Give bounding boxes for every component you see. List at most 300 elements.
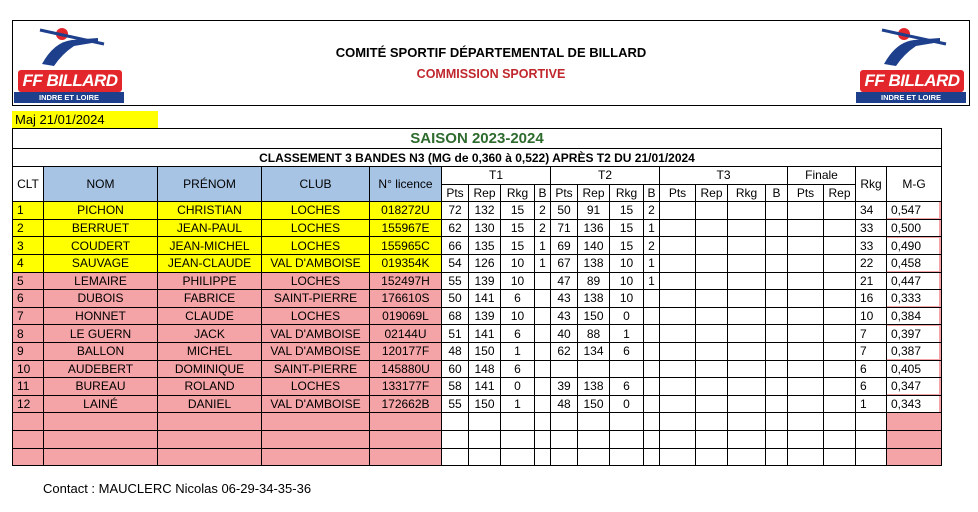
table-row [13,272,942,290]
cell-t1: 48 [442,342,469,360]
mg-value: 0,405 [887,361,939,377]
cell-t1: 135 [469,237,501,255]
col-finale: Finale [788,167,856,185]
cell-licence: 133177F [370,378,442,396]
cell-t1 [535,360,551,378]
cell-empty [728,290,766,308]
classement-title: CLASSEMENT 3 BANDES N3 (MG de 0,360 à 0,522) APRÈS T2 DU 21/01/2024 [13,149,942,167]
cell-empty [728,360,766,378]
cell-empty [158,413,262,431]
sub-rep: Rep [824,184,856,202]
sub-rkg: Rkg [610,184,644,202]
cell-empty [766,272,788,290]
cell-t1: 150 [469,342,501,360]
table-body [13,202,942,466]
cell-t1: 141 [469,378,501,396]
col-t2: T2 [551,167,660,185]
cell-empty [824,448,856,466]
cell-empty [766,237,788,255]
cell-t1: 141 [469,325,501,343]
cell-club: LOCHES [262,378,370,396]
cell-licence: 145880U [370,360,442,378]
cell-t2 [644,325,660,343]
cell-empty [728,413,766,431]
cell-empty [824,237,856,255]
cell-licence: 019354K [370,254,442,272]
cell-clt: 8 [13,325,44,343]
cell-t1: 15 [501,202,535,220]
mg-value: 0,333 [887,290,939,306]
cell-t2: 43 [551,307,578,325]
cell-empty [766,254,788,272]
cell-nom: SAUVAGE [44,254,158,272]
cell-empty [728,378,766,396]
cell-licence: 018272U [370,202,442,220]
cell-club: LOCHES [262,307,370,325]
cell-t2: 88 [578,325,610,343]
logo-band: INDRE ET LOIRE [14,92,124,103]
cell-t2: 15 [610,202,644,220]
cell-mg [887,272,942,290]
cell-empty [766,448,788,466]
cell-mg [887,342,942,360]
cell-licence: 176610S [370,290,442,308]
cell-rkg: 16 [856,290,887,308]
cell-t1: 1 [535,254,551,272]
cell-t2: 138 [578,290,610,308]
empty-row [13,448,942,466]
sub-b: B [766,184,788,202]
mg-value: 0,343 [887,396,939,412]
cell-mg [887,290,942,308]
cell-empty [824,430,856,448]
billiard-player-icon [874,24,948,70]
cell-t2 [644,307,660,325]
cell-empty [696,307,728,325]
col-licence: N° licence [370,167,442,202]
cell-club: SAINT-PIERRE [262,290,370,308]
cell-mg [887,202,942,220]
col-mg: M-G [887,167,942,202]
cell-t2: 43 [551,290,578,308]
cell-empty [766,202,788,220]
logo-badge: FF BILLARD [860,70,964,92]
table-row [13,307,942,325]
cell-t2: 6 [610,378,644,396]
cell-rkg: 34 [856,202,887,220]
page-title: COMITÉ SPORTIF DÉPARTEMENTAL DE BILLARD [335,45,647,60]
cell-empty [696,290,728,308]
cell-t2: 71 [551,219,578,237]
cell-t1: 68 [442,307,469,325]
cell-t1 [535,378,551,396]
cell-mg [887,325,942,343]
cell-t1: 132 [469,202,501,220]
cell-empty [158,430,262,448]
cell-empty [728,254,766,272]
sub-pts: Pts [788,184,824,202]
cell-empty [578,448,610,466]
cell-empty [766,413,788,431]
cell-club: VAL D'AMBOISE [262,342,370,360]
cell-empty [788,290,824,308]
cell-t2: 10 [610,272,644,290]
table-row [13,202,942,220]
cell-prenom: FABRICE [158,290,262,308]
cell-prenom: JEAN-PAUL [158,219,262,237]
cell-t1 [535,307,551,325]
mg-value: 0,387 [887,343,939,359]
cell-t1 [535,395,551,413]
cell-empty [696,395,728,413]
cell-empty [728,272,766,290]
cell-t1: 2 [535,202,551,220]
cell-empty [766,219,788,237]
cell-empty [660,307,696,325]
cell-t2: 48 [551,395,578,413]
cell-empty [660,430,696,448]
contact-info: Contact : MAUCLERC Nicolas 06-29-34-35-36 [43,481,312,496]
table-row [13,378,942,396]
cell-clt: 6 [13,290,44,308]
cell-empty [728,237,766,255]
cell-t1: 6 [501,360,535,378]
cell-prenom: CHRISTIAN [158,202,262,220]
cell-t1: 10 [501,307,535,325]
cell-t2: 40 [551,325,578,343]
cell-licence: 152497H [370,272,442,290]
cell-prenom: DANIEL [158,395,262,413]
empty-row [13,430,942,448]
cell-empty [370,448,442,466]
cell-prenom: JEAN-CLAUDE [158,254,262,272]
table-row [13,254,942,272]
cell-t2: 15 [610,237,644,255]
sub-pts: Pts [442,184,469,202]
cell-t2 [644,395,660,413]
cell-empty [788,237,824,255]
cell-empty [262,430,370,448]
cell-mg [887,254,942,272]
cell-empty [788,325,824,343]
cell-t1: 54 [442,254,469,272]
cell-t1: 130 [469,219,501,237]
cell-t2 [610,360,644,378]
cell-empty [262,413,370,431]
cell-empty [501,430,535,448]
cell-t1 [535,342,551,360]
cell-empty [766,290,788,308]
cell-empty [728,202,766,220]
cell-clt: 5 [13,272,44,290]
cell-empty [696,272,728,290]
cell-club: SAINT-PIERRE [262,360,370,378]
mg-value: 0,458 [887,255,939,271]
cell-empty [766,342,788,360]
sub-rep: Rep [469,184,501,202]
cell-empty [442,430,469,448]
cell-t1 [535,325,551,343]
cell-clt: 10 [13,360,44,378]
cell-licence: 155967E [370,219,442,237]
table-row [13,342,942,360]
cell-empty [535,430,551,448]
cell-rkg: 33 [856,237,887,255]
mg-value: 0,397 [887,326,939,342]
cell-empty [442,413,469,431]
cell-t1: 55 [442,272,469,290]
cell-t2: 138 [578,378,610,396]
sub-pts: Pts [551,184,578,202]
cell-empty [660,395,696,413]
cell-t2 [644,360,660,378]
cell-empty [660,378,696,396]
cell-empty [578,430,610,448]
cell-empty [788,360,824,378]
table-row [13,290,942,308]
cell-t2 [578,360,610,378]
cell-empty [610,413,644,431]
mg-value: 0,490 [887,238,939,254]
cell-t1: 72 [442,202,469,220]
cell-club: VAL D'AMBOISE [262,254,370,272]
cell-empty [660,448,696,466]
cell-empty [728,395,766,413]
table-row [13,237,942,255]
mg-value: 0,500 [887,220,939,236]
cell-empty [788,307,824,325]
cell-empty [788,254,824,272]
cell-rkg: 10 [856,307,887,325]
cell-prenom: DOMINIQUE [158,360,262,378]
col-rkg: Rkg [856,167,887,202]
cell-empty [610,448,644,466]
cell-rkg: 6 [856,360,887,378]
cell-nom: BALLON [44,342,158,360]
cell-empty [262,448,370,466]
cell-t2: 2 [644,237,660,255]
cell-empty [696,448,728,466]
cell-empty [13,448,44,466]
cell-t2: 10 [610,290,644,308]
cell-nom: COUDERT [44,237,158,255]
cell-empty [728,448,766,466]
col-nom: NOM [44,167,158,202]
cell-t2: 67 [551,254,578,272]
cell-empty [696,254,728,272]
cell-prenom: ROLAND [158,378,262,396]
cell-t2: 136 [578,219,610,237]
cell-empty [660,325,696,343]
cell-empty [824,219,856,237]
cell-t2: 89 [578,272,610,290]
cell-empty [644,448,660,466]
ranking-table [12,128,942,466]
cell-t1: 58 [442,378,469,396]
cell-empty [469,448,501,466]
col-prenom: PRÉNOM [158,167,262,202]
cell-clt: 3 [13,237,44,255]
cell-empty [370,430,442,448]
cell-club: LOCHES [262,237,370,255]
cell-empty [696,342,728,360]
cell-empty [788,395,824,413]
table-row [13,395,942,413]
cell-t2: 134 [578,342,610,360]
cell-rkg: 21 [856,272,887,290]
cell-empty [887,413,942,431]
cell-empty [551,413,578,431]
cell-t2: 1 [610,325,644,343]
cell-t2: 140 [578,237,610,255]
cell-t1: 141 [469,290,501,308]
cell-mg [887,237,942,255]
cell-mg [887,219,942,237]
cell-empty [824,307,856,325]
cell-empty [660,254,696,272]
cell-empty [824,325,856,343]
cell-nom: LAINÉ [44,395,158,413]
cell-prenom: JEAN-MICHEL [158,237,262,255]
cell-t1: 6 [501,325,535,343]
cell-t2: 150 [578,395,610,413]
cell-t1: 15 [501,237,535,255]
cell-empty [660,219,696,237]
cell-empty [578,413,610,431]
col-clt: CLT [13,167,44,202]
cell-t2: 47 [551,272,578,290]
update-date: Maj 21/01/2024 [12,111,158,128]
cell-clt: 11 [13,378,44,396]
cell-empty [644,413,660,431]
cell-empty [551,430,578,448]
cell-t2: 91 [578,202,610,220]
cell-empty [696,413,728,431]
cell-clt: 2 [13,219,44,237]
cell-empty [469,413,501,431]
cell-empty [766,395,788,413]
cell-t2: 0 [610,307,644,325]
cell-nom: DUBOIS [44,290,158,308]
cell-rkg: 7 [856,342,887,360]
cell-nom: BERRUET [44,219,158,237]
cell-t1: 6 [501,290,535,308]
cell-t2: 50 [551,202,578,220]
cell-t2 [644,342,660,360]
cell-t2: 138 [578,254,610,272]
header-banner [12,20,970,106]
cell-t2: 1 [644,272,660,290]
cell-nom: LEMAIRE [44,272,158,290]
sub-b: B [644,184,660,202]
cell-empty [696,219,728,237]
cell-t1: 2 [535,219,551,237]
cell-t1: 1 [535,237,551,255]
cell-t2: 10 [610,254,644,272]
cell-clt: 1 [13,202,44,220]
cell-empty [887,448,942,466]
sub-rkg: Rkg [728,184,766,202]
cell-clt: 12 [13,395,44,413]
cell-empty [44,413,158,431]
cell-empty [501,413,535,431]
cell-t1: 15 [501,219,535,237]
cell-empty [856,413,887,431]
cell-empty [696,430,728,448]
cell-t1: 139 [469,307,501,325]
cell-t2: 0 [610,395,644,413]
season-title: SAISON 2023-2024 [13,129,942,149]
cell-t2: 39 [551,378,578,396]
cell-empty [788,413,824,431]
cell-empty [824,254,856,272]
cell-empty [660,202,696,220]
logo-band: INDRE ET LOIRE [856,92,966,103]
cell-club: VAL D'AMBOISE [262,325,370,343]
cell-empty [370,413,442,431]
cell-empty [501,448,535,466]
mg-value: 0,447 [887,273,939,289]
sub-b: B [535,184,551,202]
cell-clt: 9 [13,342,44,360]
cell-t1: 126 [469,254,501,272]
cell-empty [788,272,824,290]
cell-empty [728,342,766,360]
sub-rep: Rep [696,184,728,202]
cell-empty [696,202,728,220]
mg-value: 0,384 [887,308,939,324]
cell-empty [660,360,696,378]
table-row [13,360,942,378]
cell-nom: HONNET [44,307,158,325]
cell-clt: 7 [13,307,44,325]
cell-empty [660,342,696,360]
page-subtitle: COMMISSION SPORTIVE [416,67,566,81]
cell-empty [13,413,44,431]
cell-t1: 139 [469,272,501,290]
cell-t1: 1 [501,342,535,360]
cell-empty [696,378,728,396]
cell-licence: 02144U [370,325,442,343]
cell-prenom: MICHEL [158,342,262,360]
cell-t2: 69 [551,237,578,255]
cell-empty [660,272,696,290]
cell-rkg: 7 [856,325,887,343]
cell-t1: 51 [442,325,469,343]
cell-rkg: 33 [856,219,887,237]
cell-empty [44,448,158,466]
cell-mg [887,360,942,378]
mg-value: 0,547 [887,202,939,218]
table-row [13,219,942,237]
cell-empty [788,448,824,466]
cell-licence: 019069L [370,307,442,325]
cell-empty [788,202,824,220]
cell-t2: 6 [610,342,644,360]
cell-t1: 55 [442,395,469,413]
cell-empty [856,430,887,448]
cell-t2: 1 [644,219,660,237]
cell-empty [887,430,942,448]
cell-empty [824,378,856,396]
cell-empty [766,360,788,378]
cell-prenom: PHILIPPE [158,272,262,290]
cell-nom: AUDEBERT [44,360,158,378]
cell-club: LOCHES [262,219,370,237]
cell-empty [824,360,856,378]
cell-t1: 148 [469,360,501,378]
cell-rkg: 6 [856,378,887,396]
